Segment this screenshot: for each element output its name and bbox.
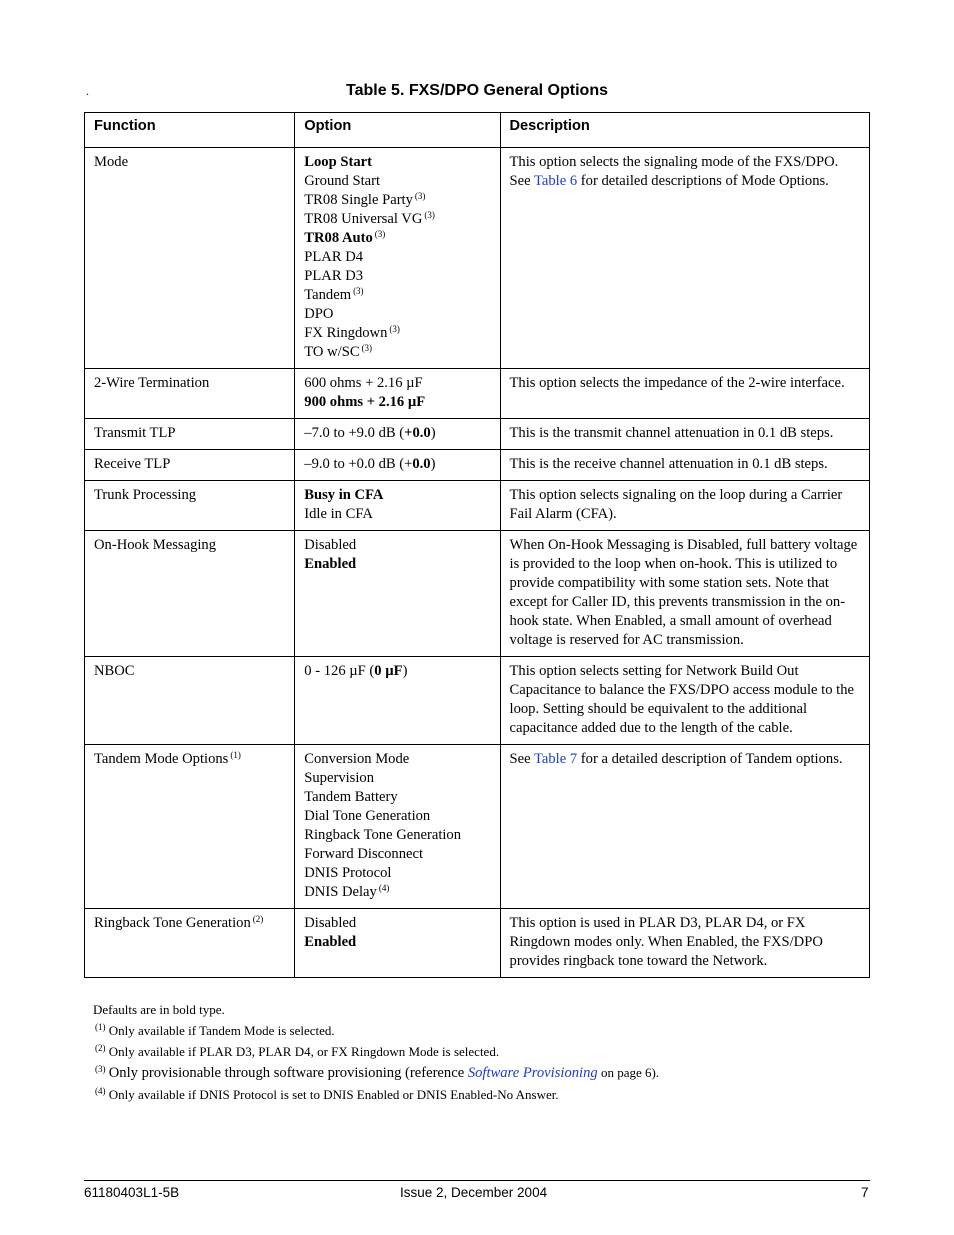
option-cell xyxy=(295,450,500,481)
option-value-part: –7.0 to +9.0 dB ( xyxy=(304,425,405,441)
footnote-ref: (3) xyxy=(353,286,364,296)
footnote-2 xyxy=(93,1041,659,1062)
option-value-text: Disabled xyxy=(304,915,357,931)
table-cross-reference-link[interactable]: Table 7 xyxy=(533,751,578,767)
description-cell xyxy=(500,148,869,369)
software-provisioning-link[interactable]: Software Provisioning xyxy=(467,1065,598,1081)
footnote-ref: (3) xyxy=(389,324,400,334)
function-label: Transmit TLP xyxy=(94,425,176,441)
option-value-text: Enabled xyxy=(304,556,357,572)
option-value-text: Busy in CFA xyxy=(304,487,384,503)
description-cell xyxy=(500,657,869,745)
option-value xyxy=(304,393,490,412)
option-value xyxy=(304,662,490,681)
footnote-ref: (3) xyxy=(374,229,386,239)
option-value xyxy=(304,864,490,883)
option-value xyxy=(304,374,490,393)
option-value xyxy=(304,883,490,902)
stray-dot: . xyxy=(86,84,89,98)
option-cell xyxy=(295,369,500,419)
option-value-text: Supervision xyxy=(304,770,374,786)
description-text: This option is used in PLAR D3, PLAR D4, or FX Ringdown modes only. When Enabled, the FXS/DPO provides ringback tone toward the Network. xyxy=(509,915,823,969)
footer-rule xyxy=(84,1180,870,1181)
option-value-text: Tandem Battery xyxy=(304,789,398,805)
footnote-3-text: Only provisionable through software provisioning (reference xyxy=(108,1065,468,1081)
option-value-text: TR08 Auto xyxy=(304,230,373,246)
function-cell xyxy=(85,369,295,419)
option-value-text: DNIS Protocol xyxy=(304,865,392,881)
footnote-4 xyxy=(93,1084,659,1105)
option-value xyxy=(304,933,490,952)
description-text: This option selects signaling on the loop during a Carrier Fail Alarm (CFA). xyxy=(509,487,843,522)
options-table xyxy=(84,112,870,978)
table-cross-reference-link[interactable]: Table 6 xyxy=(533,173,578,189)
option-value-text: PLAR D3 xyxy=(304,268,364,284)
option-value xyxy=(304,826,490,845)
option-cell xyxy=(295,148,500,369)
option-value xyxy=(304,536,490,555)
option-value xyxy=(304,286,490,305)
description-text: When On-Hook Messaging is Disabled, full battery voltage is provided to the loop when on-hook. This is utilized to provide compatibility with some station sets. Note that except for Caller ID, this prevents transmission in the on-hook state. When Enabled, a small amount of overhead voltage is reserved for AC transmission. xyxy=(509,537,858,648)
option-value xyxy=(304,914,490,933)
footnote-3-mark: (3) xyxy=(95,1064,106,1074)
table-row xyxy=(85,148,870,369)
option-value-part: 0 µF xyxy=(374,663,403,679)
function-label: Tandem Mode Options xyxy=(94,751,229,767)
footer-page-number: 7 xyxy=(861,1185,869,1200)
footnote-ref: (4) xyxy=(378,883,390,893)
option-cell xyxy=(295,909,500,978)
header-option: Option xyxy=(295,113,500,148)
function-cell xyxy=(85,148,295,369)
function-cell xyxy=(85,450,295,481)
option-value-text: PLAR D4 xyxy=(304,249,364,265)
option-value-text: DNIS Delay xyxy=(304,884,377,900)
table-caption: Table 5. FXS/DPO General Options xyxy=(346,82,608,99)
option-value-part: –9.0 to +0.0 dB (+ xyxy=(304,456,413,472)
option-value xyxy=(304,555,490,574)
function-cell xyxy=(85,657,295,745)
footnote-1 xyxy=(93,1020,659,1041)
description-cell xyxy=(500,909,869,978)
option-value-part: 0.0 xyxy=(412,456,431,472)
option-value-text: Tandem xyxy=(304,287,352,303)
footnote-4-text: Only available if DNIS Protocol is set to DNIS Enabled or DNIS Enabled-No Answer. xyxy=(108,1087,559,1102)
description-text: This option selects the signaling mode of the FXS/DPO. See xyxy=(509,154,839,189)
table-header-row xyxy=(85,113,870,148)
option-value xyxy=(304,153,490,172)
header-function: Function xyxy=(85,113,295,148)
option-value xyxy=(304,191,490,210)
table-row xyxy=(85,369,870,419)
option-value-text: Conversion Mode xyxy=(304,751,410,767)
description-text: for a detailed description of Tandem options. xyxy=(577,751,843,767)
table-row xyxy=(85,450,870,481)
option-value xyxy=(304,343,490,362)
description-text: This option selects the impedance of the 2-wire interface. xyxy=(509,375,845,391)
option-value-part: ) xyxy=(430,456,436,472)
option-value-text: TO w/SC xyxy=(304,344,360,360)
footnote-ref: (3) xyxy=(361,343,373,353)
function-cell xyxy=(85,481,295,531)
option-value xyxy=(304,807,490,826)
function-label: Receive TLP xyxy=(94,456,171,472)
option-value-text: Forward Disconnect xyxy=(304,846,424,862)
option-value xyxy=(304,505,490,524)
option-value-text: Idle in CFA xyxy=(304,506,373,522)
option-value xyxy=(304,486,490,505)
footnote-3 xyxy=(93,1062,659,1084)
option-value-text: FX Ringdown xyxy=(304,325,388,341)
table-notes xyxy=(93,999,659,1105)
description-cell xyxy=(500,450,869,481)
footer-doc-number: 61180403L1-5B xyxy=(84,1185,180,1200)
description-text: See xyxy=(509,751,534,767)
option-value xyxy=(304,455,490,474)
footnote-2-text: Only available if PLAR D3, PLAR D4, or FX Ringdown Mode is selected. xyxy=(108,1044,500,1059)
option-cell xyxy=(295,657,500,745)
description-cell xyxy=(500,419,869,450)
description-text: This option selects setting for Network Build Out Capacitance to balance the FXS/DPO access module to the loop. Setting should be equivalent to the additional capacitance added due to the length of the cable. xyxy=(509,663,854,736)
option-value-text: Disabled xyxy=(304,537,357,553)
option-value xyxy=(304,305,490,324)
footer-issue: Issue 2, December 2004 xyxy=(400,1185,548,1200)
footnote-ref: (1) xyxy=(230,750,241,760)
description-cell xyxy=(500,745,869,909)
table-row xyxy=(85,419,870,450)
option-value-text: Loop Start xyxy=(304,154,372,170)
footnote-4-mark: (4) xyxy=(95,1086,106,1096)
function-cell xyxy=(85,909,295,978)
option-value-text: Enabled xyxy=(304,934,357,950)
option-value-part: ) xyxy=(402,663,408,679)
option-value xyxy=(304,424,490,443)
defaults-note: Defaults are in bold type. xyxy=(93,1002,225,1017)
option-value-text: TR08 Single Party xyxy=(304,192,413,208)
option-cell xyxy=(295,531,500,657)
option-value xyxy=(304,324,490,343)
option-cell xyxy=(295,481,500,531)
option-value xyxy=(304,210,490,229)
description-cell xyxy=(500,531,869,657)
description-cell xyxy=(500,369,869,419)
option-value-text: TR08 Universal VG xyxy=(304,211,423,227)
footnote-ref: (3) xyxy=(414,191,426,201)
footnote-ref: (3) xyxy=(424,210,435,220)
description-text: for detailed descriptions of Mode Options. xyxy=(577,173,829,189)
description-cell xyxy=(500,481,869,531)
function-cell xyxy=(85,745,295,909)
option-value xyxy=(304,267,490,286)
function-label: 2-Wire Termination xyxy=(94,375,210,391)
function-label: Trunk Processing xyxy=(94,487,197,503)
option-value-text: 900 ohms + 2.16 µF xyxy=(304,394,426,410)
option-value xyxy=(304,248,490,267)
footnote-1-mark: (1) xyxy=(95,1022,106,1032)
option-value-text: DPO xyxy=(304,306,334,322)
option-value-part: +0.0 xyxy=(404,425,431,441)
footnote-2-mark: (2) xyxy=(95,1043,106,1053)
footnote-3-page-ref: on page 6). xyxy=(597,1065,660,1080)
option-value xyxy=(304,845,490,864)
option-value-text: Ground Start xyxy=(304,173,381,189)
option-value xyxy=(304,788,490,807)
option-value-text: 600 ohms + 2.16 µF xyxy=(304,375,423,391)
description-text: This is the receive channel attenuation in 0.1 dB steps. xyxy=(509,456,828,472)
option-value-part: ) xyxy=(430,425,436,441)
option-value-part: 0 - 126 µF ( xyxy=(304,663,375,679)
table-row xyxy=(85,657,870,745)
function-label: On-Hook Messaging xyxy=(94,537,217,553)
function-label: Ringback Tone Generation xyxy=(94,915,251,931)
option-value-text: Ringback Tone Generation xyxy=(304,827,462,843)
table-row xyxy=(85,481,870,531)
footnote-ref: (2) xyxy=(252,914,264,924)
table-row xyxy=(85,531,870,657)
option-value xyxy=(304,172,490,191)
description-text: This is the transmit channel attenuation in 0.1 dB steps. xyxy=(509,425,834,441)
option-cell xyxy=(295,419,500,450)
option-value xyxy=(304,750,490,769)
option-value xyxy=(304,769,490,788)
function-label: NBOC xyxy=(94,663,135,679)
header-description: Description xyxy=(500,113,869,148)
option-cell xyxy=(295,745,500,909)
table-row xyxy=(85,909,870,978)
function-label: Mode xyxy=(94,154,129,170)
function-cell xyxy=(85,419,295,450)
footnote-1-text: Only available if Tandem Mode is selected. xyxy=(108,1023,335,1038)
table-row xyxy=(85,745,870,909)
option-value xyxy=(304,229,490,248)
function-cell xyxy=(85,531,295,657)
option-value-text: Dial Tone Generation xyxy=(304,808,431,824)
